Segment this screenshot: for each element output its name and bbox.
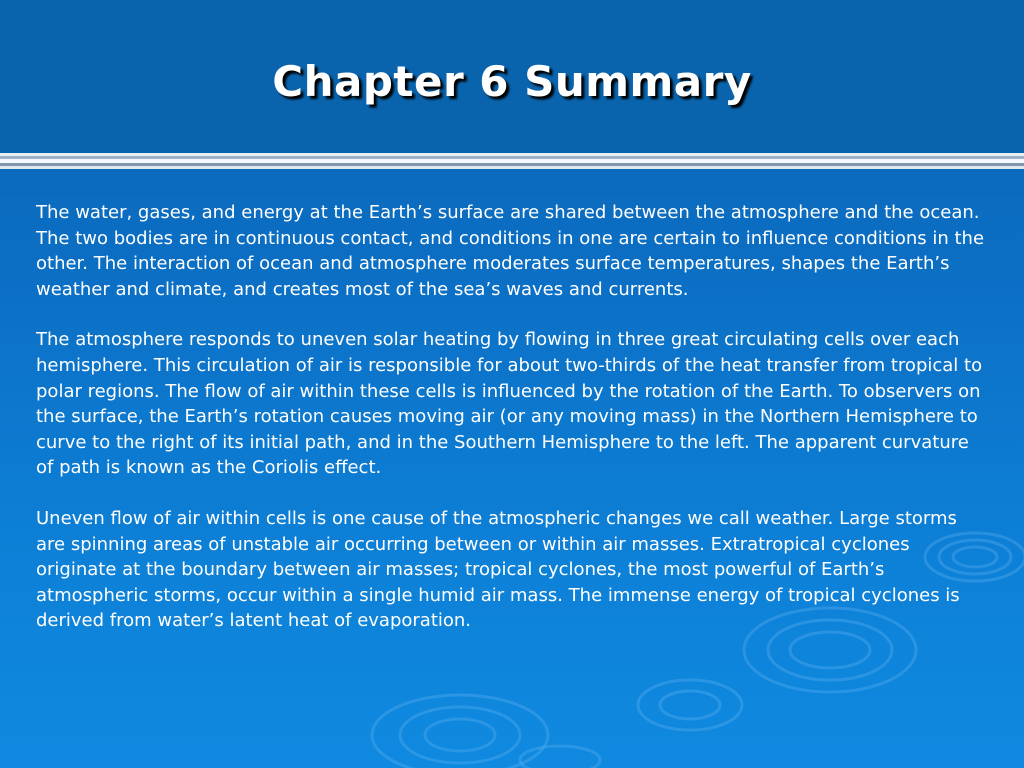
ripple-ring (372, 695, 548, 768)
summary-paragraph: Uneven flow of air within cells is one cause of the atmospheric changes we call weather. Large storms are spinning areas of unstable air occurring between or within air masses. Extratropical cyclones originate at the boundary between air masses; tropical cyclones, the most powerful of Earth’s atmospheric storms, occur within a single humid air mass. The immense energy of tropical cyclones is derived from water’s latent heat of evaporation. (36, 507, 960, 632)
summary-paragraph: The atmosphere responds to uneven solar heating by flowing in three great circulating cells over each hemisphere. This circulation of air is responsible for about two-thirds of the heat transfer from tropical to polar regions. The flow of air within these cells is influenced by the rotation of the Earth. To observers on the surface, the Earth’s rotation causes moving air (or any moving mass) in the Northern Hemisphere to curve to the right of its initial path, and in the Southern Hemisphere to the left. The apparent curvature of path is known as the Coriolis effect. (36, 329, 983, 479)
ripple-ring (400, 707, 520, 763)
header-divider-line (0, 166, 1024, 169)
slide-header (0, 0, 1024, 153)
summary-body (36, 200, 986, 659)
ripple-ring (425, 719, 495, 751)
ripple-ring (660, 691, 720, 719)
slide-title: Chapter 6 Summary (272, 57, 752, 106)
summary-paragraph: The water, gases, and energy at the Earth’s surface are shared between the atmosphere and the ocean. The two bodies are in continuous contact, and conditions in one are certain to influence conditions in the other. The interaction of ocean and atmosphere moderates surface temperatures, shapes the Earth’s weather and climate, and creates most of the sea’s waves and currents. (36, 202, 985, 300)
ripple-ring (520, 746, 600, 768)
ripple-ring (638, 680, 742, 730)
